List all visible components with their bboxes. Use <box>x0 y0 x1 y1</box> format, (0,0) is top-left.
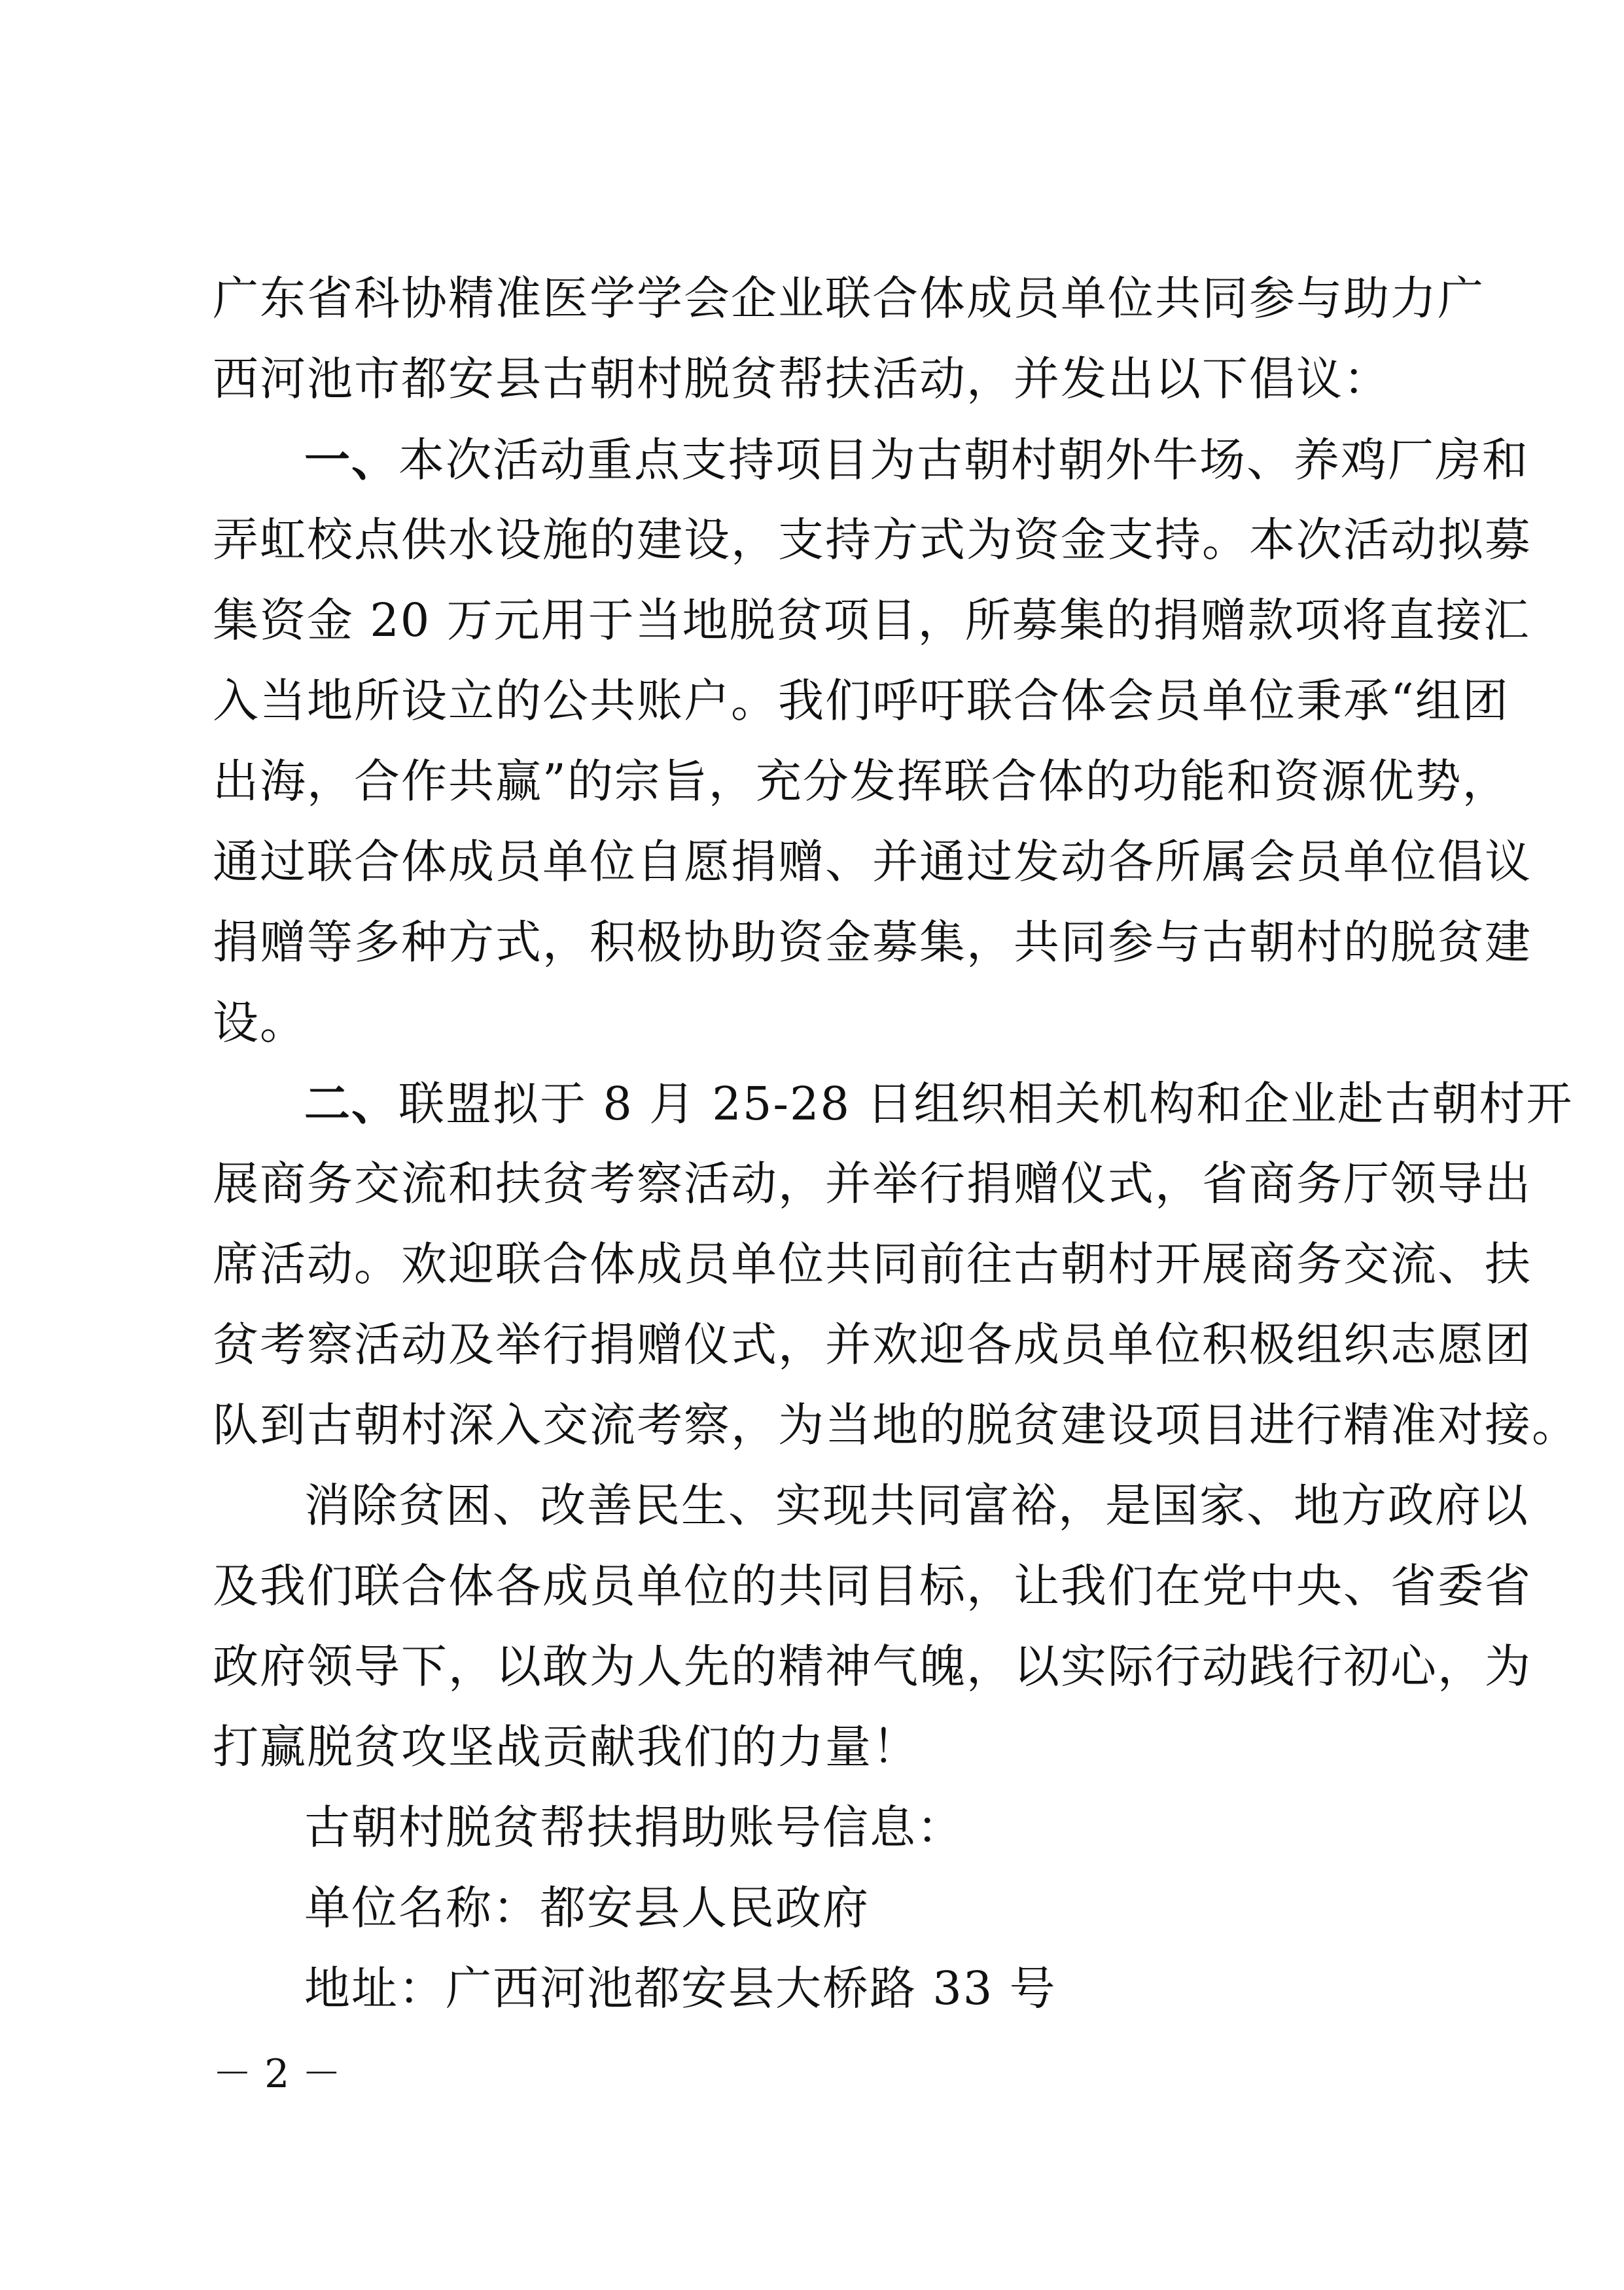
text-line: 席活动。欢迎联合体成员单位共同前往古朝村开展商务交流、扶 <box>213 1237 1532 1291</box>
text-line: 通过联合体成员单位自愿捐赠、并通过发动各所属会员单位倡议 <box>213 835 1532 889</box>
text-line: 集资金 20 万元用于当地脱贫项目，所募集的捐赠款项将直接汇 <box>213 593 1530 647</box>
text-line: 设。 <box>213 996 307 1049</box>
text-line: 本次活动重点支持项目为古朝村朝外牛场、养鸡厂房和 <box>398 433 1529 487</box>
text-line: 单位名称：都安县人民政府 <box>304 1881 870 1935</box>
text-line: 弄虹校点供水设施的建设，支持方式为资金支持。本次活动拟募 <box>213 513 1532 567</box>
item-two-marker: 二、 <box>304 1076 398 1131</box>
text-line: 入当地所设立的公共账户。我们呼吁联合体会员单位秉承“组团 <box>213 674 1509 728</box>
text-line: 展商务交流和扶贫考察活动，并举行捐赠仪式，省商务厅领导出 <box>213 1157 1532 1210</box>
document-body <box>213 258 1579 2029</box>
text-line: 出海，合作共赢”的宗旨，充分发挥联合体的功能和资源优势， <box>213 754 1509 808</box>
text-line: 西河池市都安县古朝村脱贫帮扶活动，并发出以下倡议： <box>213 352 1390 406</box>
text-line: 政府领导下，以敢为人先的精神气魄，以实际行动践行初心，为 <box>213 1640 1532 1693</box>
text-line: 广东省科协精准医学学会企业联合体成员单位共同参与助力广 <box>213 272 1485 325</box>
text-line: 捐赠等多种方式，积极协助资金募集，共同参与古朝村的脱贫建 <box>213 915 1532 969</box>
text-line: 打赢脱贫攻坚战贡献我们的力量！ <box>213 1720 919 1774</box>
item-one-first-line <box>213 419 1529 500</box>
text-line: 贫考察活动及举行捐赠仪式，并欢迎各成员单位积极组织志愿团 <box>213 1318 1532 1371</box>
text-line: 古朝村脱贫帮扶捐助账号信息： <box>304 1801 964 1854</box>
text-line: 地址：广西河池都安县大桥路 33 号 <box>304 1962 1057 2015</box>
text-line: 联盟拟于 8 月 25-28 日组织相关机构和企业赴古朝村开 <box>398 1077 1574 1131</box>
text-line: 消除贫困、改善民生、实现共同富裕，是国家、地方政府以 <box>304 1479 1529 1532</box>
text-line: 队到古朝村深入交流考察，为当地的脱贫建设项目进行精准对接。 <box>213 1398 1579 1452</box>
text-line: 及我们联合体各成员单位的共同目标，让我们在党中央、省委省 <box>213 1559 1532 1613</box>
page-number: － 2 － <box>213 2051 342 2097</box>
item-two-first-line <box>213 1063 1574 1144</box>
item-one-marker: 一、 <box>304 432 398 487</box>
